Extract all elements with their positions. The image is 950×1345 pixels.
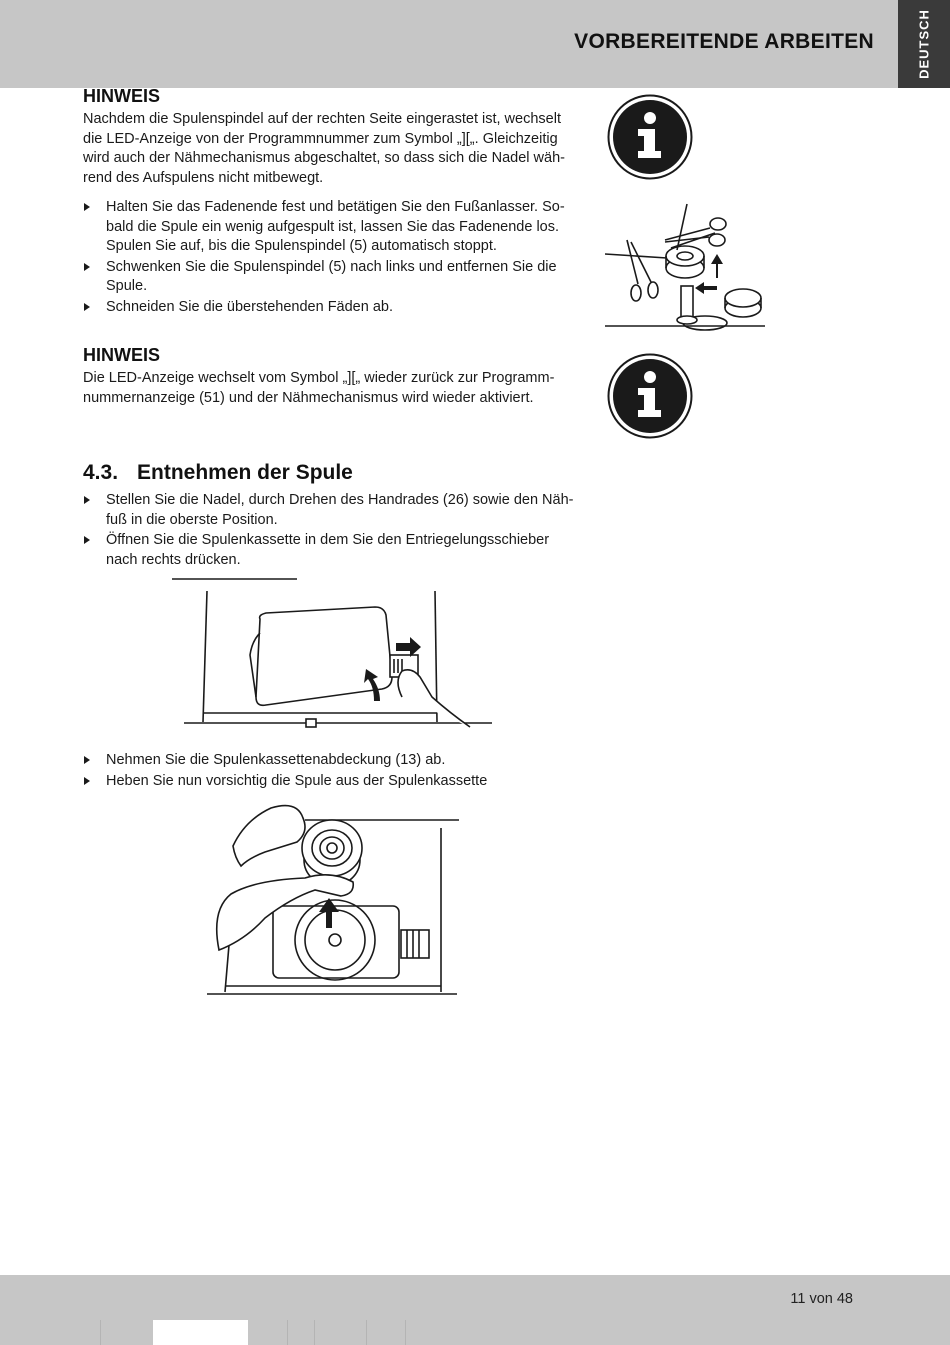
page-footer xyxy=(0,1275,950,1345)
footer-divider xyxy=(287,1320,288,1345)
list-item-line: fuß in die oberste Position. xyxy=(106,511,278,528)
step-list xyxy=(83,198,583,319)
list-item xyxy=(83,751,583,771)
page-header xyxy=(0,0,950,88)
language-tab-label: DEUTSCH xyxy=(916,9,932,79)
list-item-line: bald die Spule ein wenig aufgespult ist, lassen Sie das Fadenende los. xyxy=(106,218,560,235)
list-item-line: Schneiden Sie die überstehenden Fäden ab. xyxy=(106,298,393,315)
note-title: HINWEIS xyxy=(83,86,161,106)
bobbin-winding-illustration xyxy=(605,198,775,343)
triangle-right-icon xyxy=(84,777,90,785)
bobbin-removal-illustration xyxy=(205,800,465,1000)
section-number: 4.3. xyxy=(83,461,119,484)
triangle-right-icon xyxy=(84,756,90,764)
note-line: rend des Aufspulens nicht mitbewegt. xyxy=(83,169,324,186)
list-item xyxy=(83,258,583,297)
triangle-right-icon xyxy=(84,203,90,211)
list-item-line: Nehmen Sie die Spulenkassettenabdeckung (13) ab. xyxy=(106,752,446,768)
footer-divider xyxy=(314,1320,315,1345)
triangle-right-icon xyxy=(84,536,90,544)
note-text xyxy=(83,110,578,188)
note-line: die LED-Anzeige von der Programmnummer zum Symbol „][„. Gleichzeitig xyxy=(83,130,558,147)
bobbin-case-opening-illustration xyxy=(170,577,495,737)
section-title-text: Entnehmen der Spule xyxy=(137,461,353,484)
info-icon xyxy=(607,353,693,439)
list-item xyxy=(83,531,583,570)
section-heading xyxy=(83,461,353,485)
footer-divider xyxy=(366,1320,367,1345)
page-number: 11 von 48 xyxy=(790,1291,853,1307)
list-item-line: Schwenken Sie die Spulenspindel (5) nach links und entfernen Sie die xyxy=(106,258,557,275)
note-text xyxy=(83,369,578,408)
list-item-line: Stellen Sie die Nadel, durch Drehen des Handrades (26) sowie den Näh- xyxy=(106,492,574,508)
step-list xyxy=(83,491,583,571)
section-title: VORBEREITENDE ARBEITEN xyxy=(574,30,874,53)
footer-divider xyxy=(100,1320,101,1345)
info-icon xyxy=(607,94,693,180)
list-item xyxy=(83,772,583,792)
list-item-line: Öffnen Sie die Spulenkassette in dem Sie den Entriegelungsschieber xyxy=(106,532,550,549)
list-item-line: Halten Sie das Fadenende fest und betätigen Sie den Fußanlasser. So- xyxy=(106,199,565,215)
list-item-line: Spule. xyxy=(106,278,148,295)
footer-strip xyxy=(153,1320,248,1345)
language-tab xyxy=(898,0,950,88)
list-item xyxy=(83,491,583,530)
triangle-right-icon xyxy=(84,496,90,504)
list-item xyxy=(83,198,583,257)
note-line: wird auch der Nähmechanismus abgeschaltet, so dass sich die Nadel wäh- xyxy=(83,150,565,167)
triangle-right-icon xyxy=(84,263,90,271)
note-line: Die LED-Anzeige wechselt vom Symbol „][„ wieder zurück zur Programm- xyxy=(83,370,555,386)
step-list xyxy=(83,751,583,792)
note-title: HINWEIS xyxy=(83,345,161,365)
note-line: Nachdem die Spulenspindel auf der rechten Seite eingerastet ist, wechselt xyxy=(83,111,561,127)
list-item-line: Heben Sie nun vorsichtig die Spule aus der Spulenkassette xyxy=(106,772,488,789)
list-item-line: nach rechts drücken. xyxy=(106,551,241,568)
list-item xyxy=(83,298,583,318)
list-item-line: Spulen Sie auf, bis die Spulenspindel (5) automatisch stoppt. xyxy=(106,238,497,255)
note-line: nummernanzeige (51) und der Nähmechanismus wird wieder aktiviert. xyxy=(83,389,534,406)
triangle-right-icon xyxy=(84,303,90,311)
footer-divider xyxy=(405,1320,406,1345)
